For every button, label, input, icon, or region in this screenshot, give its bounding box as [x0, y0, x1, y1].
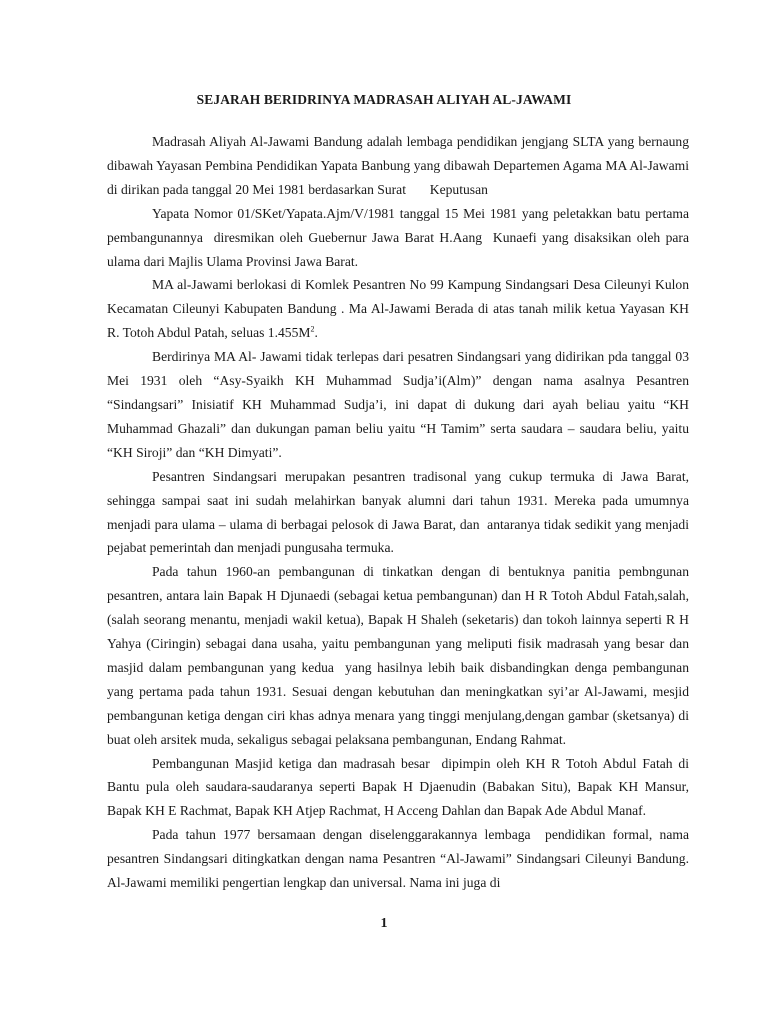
paragraph-3 — [107, 273, 689, 345]
paragraph-1: Madrasah Aliyah Al-Jawami Bandung adalah lembaga pendidikan jengjang SLTA yang bernaung dibawah Yayasan Pembina Pendidikan Yapata Banbung yang dibawah Departemen Agama MA Al-Jawami di dirikan pada tanggal 20 Mei 1981 berdasarkan Surat Keputusan — [107, 134, 689, 197]
document-title: SEJARAH BERIDRINYA MADRASAH ALIYAH AL-JAWAMI — [196, 92, 572, 107]
page-number: 1 — [380, 916, 388, 931]
paragraph-5: Pesantren Sindangsari merupakan pesantren tradisonal yang cukup termuka di Jawa Barat, sehingga sampai saat ini sudah melahirkan banyak alumni dari tahun 1931. Mereka pada umumnya menjadi para ulama – ulama di berbagai pelosok di Jawa Barat, dan antaranya tidak sedikit yang menjadi pejabat pemerintah dan menjadi pungusaha termuka. — [107, 468, 689, 556]
paragraph-8: Pada tahun 1977 bersamaan dengan diselenggarakannya lembaga pendidikan formal, nama pesantren Sindangsari ditingkatkan dengan nama Pesantren “Al-Jawami” Sindangsari Cileunyi Bandung. Al-Jawami memiliki pengertian lengkap dan universal. Nama ini juga di — [107, 827, 689, 891]
area-suffix: . — [314, 325, 318, 341]
area-superscript: 2 — [310, 324, 315, 334]
paragraph-7: Pembangunan Masjid ketiga dan madrasah besar dipimpin oleh KH R Totoh Abdul Fatah di Bantu pula oleh saudara-saudaranya seperti Bapak H Djaenudin (Babakan Situ), Bapak KH Mansur, Bapak KH E Rachmat, Bapak KH Atjep Rachmat, H Acceng Dahlan dan Bapak Ade Abdul Manaf. — [107, 755, 689, 819]
paragraph-6: Pada tahun 1960-an pembangunan di tinkatkan dengan di bentuknya panitia pembngunan pesantren, antara lain Bapak H Djunaedi (sebagai ketua pembangunan) dan H R Totoh Abdul Fatah,salah, (salah seorang menantu, menjadi wakil ketua), Bapak H Shaleh (seketaris) dan tokoh lainnya seperti R H Yahya (Ciringin) sebagai dana usaha, yaitu pembangunan yang meliputi fisik madrasah yang besar dan masjid dalam pembangunan yang kedua yang hasilnya lebih baik disbandingkan denga pembangunan yang pertama pada tahun 1931. Sesuai dengan kebutuhan dan meningkatkan syi’ar Al-Jawami, mesjid pembangunan ketiga dengan ciri khas adnya menara yang tinggi menjulang,dengan gambar (sketsanya) di buat oleh arsitek muda, sekaligus sebagai pelaksana pembangunan, Endang Rahmat. — [107, 564, 689, 747]
paragraph-4: Berdirinya MA Al- Jawami tidak terlepas dari pesatren Sindangsari yang didirikan pda tanggal 03 Mei 1931 oleh “Asy-Syaikh KH Muhammad Sudja’i(Alm)” dengan nama asalnya Pesantren “Sindangsari” Inisiatif KH Muhammad Sudja’i, ini dapat di dukung dari ayah beliau yaitu “KH Muhammad Ghazali” dan dukungan paman beliu yaitu “H Tamim” serta saudara – saudara beliu, yaitu “KH Siroji” dan “KH Dimyati”. — [107, 349, 689, 460]
paragraph-3-text: MA al-Jawami berlokasi di Komlek Pesantren No 99 Kampung Sindangsari Desa Cileunyi Kulon Kecamatan Cileunyi Kabupaten Bandung . Ma Al-Jawami Berada di atas tanah milik ketua Yayasan KH R. Totoh Abdul Patah, seluas 1.455M — [107, 277, 689, 341]
document-body — [107, 130, 689, 895]
paragraph-2: Yapata Nomor 01/SKet/Yapata.Ajm/V/1981 tanggal 15 Mei 1981 yang peletakkan batu pertama pembangunannya diresmikan oleh Guebernur Jawa Barat H.Aang Kunaefi yang disaksikan oleh para ulama dari Majlis Ulama Provinsi Jawa Barat. — [107, 205, 689, 269]
